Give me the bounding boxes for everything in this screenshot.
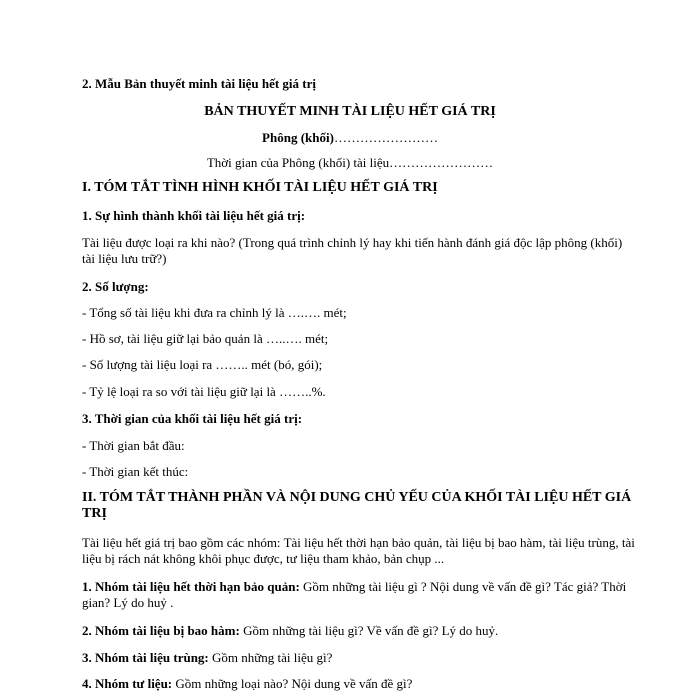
part2-heading: II. TÓM TẮT THÀNH PHẦN VÀ NỘI DUNG CHỦ YẾU CỦA KHỐI TÀI LIỆU HẾT GIÁ TRỊ — [82, 490, 632, 521]
s3-item-start: - Thời gian bắt đầu: — [82, 438, 185, 453]
group4-text: Gồm những loại nào? Nội dung về vấn đề gì? — [172, 676, 413, 691]
group2-label: 2. Nhóm tài liệu bị bao hàm: — [82, 623, 240, 638]
phong-dots: …………………… — [333, 130, 438, 145]
s1-title: 1. Sự hình thành khối tài liệu hết giá trị: — [82, 208, 306, 223]
group1-paragraph — [82, 579, 637, 611]
group4-label: 4. Nhóm tư liệu: — [82, 676, 173, 691]
phong-line — [0, 130, 700, 146]
group4-paragraph — [82, 676, 412, 692]
part2-body: Tài liệu hết giá trị bao gồm các nhóm: Tài liệu hết thời hạn bảo quản, tài liệu bị bao hàm, tài liệu trùng, tài liệu bị rách nát không khôi phục được, tư liệu tham khảo, bản chụp ... — [82, 535, 635, 566]
group3-paragraph — [82, 650, 332, 666]
group1-text: Gồm những tài liệu gì ? Nội dung về vấn đề gì? Tác giả? Thời gian? Lý do huỷ . — [82, 579, 627, 610]
document-title: BẢN THUYẾT MINH TÀI LIỆU HẾT GIÁ TRỊ — [204, 104, 496, 119]
s3-title: 3. Thời gian của khối tài liệu hết giá trị: — [82, 411, 303, 426]
s1-body: Tài liệu được loại ra khi nào? (Trong quá trình chỉnh lý hay khi tiến hành đánh giá độc lập phông (khối) tài liệu lưu trữ?) — [82, 235, 623, 266]
part1-heading: I. TÓM TẮT TÌNH HÌNH KHỐI TÀI LIỆU HẾT GIÁ TRỊ — [82, 180, 438, 195]
s2-item-total: - Tổng số tài liệu khi đưa ra chỉnh lý là ….…. mét; — [82, 305, 347, 320]
s2-title: 2. Số lượng: — [82, 279, 149, 294]
time-line: Thời gian của Phông (khối) tài liệu…………………… — [206, 155, 494, 170]
group2-paragraph — [82, 623, 498, 639]
s2-item-ratio: - Tỷ lệ loại ra so với tài liệu giữ lại là ……..%. — [82, 384, 326, 399]
phong-label: Phông (khối) — [262, 130, 334, 145]
section-label: 2. Mẫu Bản thuyết minh tài liệu hết giá trị — [82, 76, 317, 91]
group1-label: 1. Nhóm tài liệu hết thời hạn bảo quản: — [82, 579, 300, 594]
group3-label: 3. Nhóm tài liệu trùng: — [82, 650, 209, 665]
group3-text: Gồm những tài liệu gì? — [208, 650, 333, 665]
s3-item-end: - Thời gian kết thúc: — [82, 464, 189, 479]
s2-item-removed: - Số lượng tài liệu loại ra …….. mét (bó, gói); — [82, 357, 323, 372]
group2-text: Gồm những tài liệu gì? Về vấn đề gì? Lý do huỷ. — [239, 623, 499, 638]
s2-item-kept: - Hồ sơ, tài liệu giữ lại bảo quản là …..…. mét; — [82, 331, 329, 346]
